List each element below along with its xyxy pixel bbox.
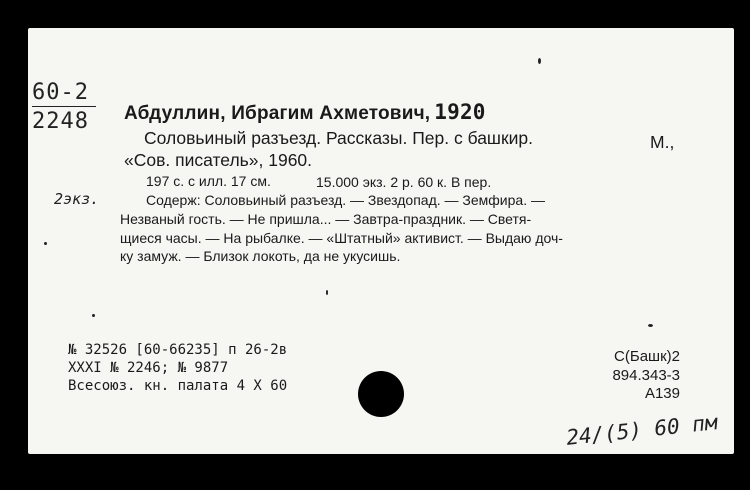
contents-line-3: щиеся часы. — На рыбалке. — «Штатный» активист. — Выдаю доч- — [120, 230, 563, 246]
speck — [648, 324, 653, 327]
call-number — [32, 80, 118, 134]
author-heading — [124, 100, 486, 125]
title-line-2: «Сов. писатель», 1960. — [124, 150, 313, 170]
margin-note: 2экз. — [54, 190, 100, 208]
publication-place: М., — [650, 132, 675, 152]
classification-line-2: 894.343-3 — [612, 367, 680, 384]
handwritten-footer: 24/(5) 60 пм — [565, 410, 719, 450]
registration-line-2: XXXI № 2246; № 9877 — [68, 360, 229, 376]
registration-line-1: № 32526 [60-66235] п 26-2в — [68, 342, 288, 358]
speck — [92, 314, 95, 317]
catalog-card — [28, 28, 734, 454]
call-number-bottom: 2248 — [32, 109, 89, 134]
author-year: 1920 — [434, 100, 486, 124]
physical-description: 197 с. с илл. 17 см. — [146, 173, 271, 189]
title-line-1: Соловьиный разъезд. Рассказы. Пер. с башкир. — [144, 128, 533, 148]
call-number-top: 60-2 — [32, 80, 96, 107]
contents-line-4: ку замуж. — Близок локоть, да не укусишь. — [120, 248, 401, 264]
print-run-price: 15.000 экз. 2 р. 60 к. В пер. — [316, 174, 492, 190]
classification-line-3: А139 — [644, 385, 680, 402]
speck — [44, 242, 47, 245]
contents-line-2: Незваный гость. — Не пришла... — Завтра-праздник. — Светя- — [120, 211, 532, 227]
speck — [326, 290, 328, 295]
punch-hole — [358, 371, 404, 417]
registration-line-3: Всесоюз. кн. палата 4 X 60 — [68, 378, 288, 394]
classification-line-1: С(Башк)2 — [614, 348, 680, 365]
speck — [538, 58, 541, 64]
contents-line-1: Содерж: Соловьиный разъезд. — Звездопад. — Земфира. — — [146, 192, 545, 208]
author-name: Абдуллин, Ибрагим Ахметович, — [124, 103, 431, 124]
